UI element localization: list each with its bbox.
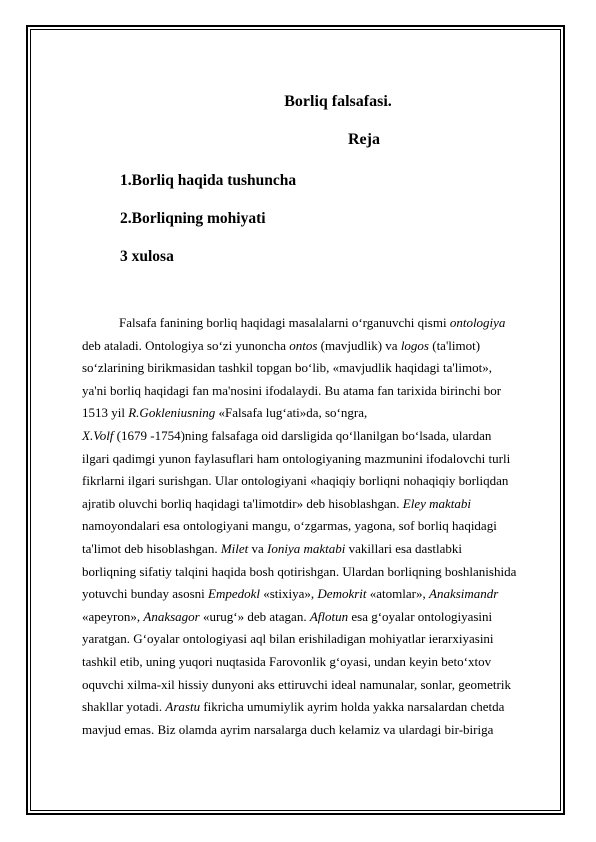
text-run: fikrlarni ilgari surishgan. Ular ontologiyani «haqiqiy borliqni nohaqiqiy borliqdan [82, 473, 509, 489]
text-line [82, 493, 512, 516]
text-line [82, 696, 512, 719]
italic-term: Eley maktabi [402, 495, 472, 511]
text-line [82, 674, 512, 697]
plan-item-3: 3 xulosa [120, 248, 174, 265]
text-line [82, 335, 512, 358]
text-run: borliqning sifatiy talqini haqida bosh qotirishgan. Ulardan borliqning boshlanishida [82, 563, 517, 579]
italic-term: Arastu [165, 699, 201, 715]
document-title: Borliq falsafasi. [284, 93, 392, 110]
text-line [82, 719, 512, 742]
text-run: va [248, 540, 268, 556]
text-line [82, 606, 512, 629]
text-run: namoyondalari esa ontologiyani mangu, o‘zgarmas, yagona, sof borliq haqidagi [82, 518, 497, 534]
plan-item-1: 1.Borliq haqida tushuncha [120, 172, 297, 189]
text-run: (1679 -1754)ning falsafaga oid darsligida qo‘llanilgan bo‘lsada, ulardan [113, 427, 492, 443]
text-run: ajratib oluvchi borliq haqidagi ta'limotdir» deb hisoblashgan. [82, 495, 403, 511]
text-run: «stixiya», [260, 586, 318, 602]
text-run: yaratgan. G‘oyalar ontologiyasi aql bilan erishiladigan mohiyatlar ierarxiyasini [82, 631, 494, 647]
text-run: so‘zlarining birikmasidan tashkil topgan bo‘lib, «mavjudlik haqidagi ta'limot», [82, 360, 492, 376]
text-line [82, 538, 512, 561]
text-run: mavjud emas. Biz olamda ayrim narsalarga duch kelamiz va ulardagi bir-biriga [82, 721, 494, 737]
text-run: fikricha umumiylik ayrim holda yakka narsalardan chetda [200, 699, 505, 715]
text-run: tashkil etib, uning yuqori nuqtasida Farovonlik g‘oyasi, undan keyin beto‘xtov [82, 653, 492, 669]
text-run: «Falsafa lug‘ati»da, so‘ngra, [215, 405, 368, 421]
text-line [82, 425, 512, 448]
italic-term: Anaksimandr [429, 586, 499, 602]
text-line [82, 402, 512, 425]
text-run: «urug‘» deb atagan. [199, 608, 310, 624]
italic-term: Milet [220, 540, 249, 556]
text-line [82, 448, 512, 471]
text-run: ta'limot deb hisoblashgan. [82, 540, 221, 556]
italic-term: Ioniya maktabi [267, 540, 346, 556]
text-run: esa g‘oyalar ontologiyasini [348, 608, 493, 624]
italic-term: Demokrit [317, 586, 367, 602]
italic-term: Aflotun [309, 608, 349, 624]
plan-item-2: 2.Borliqning mohiyati [120, 210, 266, 227]
text-run: «apeyron», [82, 608, 144, 624]
italic-term: Anaksagor [143, 608, 200, 624]
text-line [82, 651, 512, 674]
text-run: «atomlar», [366, 586, 429, 602]
text-run: yotuvchi bunday asosni [82, 586, 209, 602]
text-run: vakillari esa dastlabki [345, 540, 462, 556]
text-run: oquvchi xilma-xil hissiy dunyoni aks ettiruvchi ideal namunalar, sonlar, geometrik [82, 676, 511, 692]
italic-term: logos [400, 337, 429, 353]
text-run: shakllar yotadi. [82, 699, 166, 715]
text-run: ya'ni borliq haqidagi fan ma'nosini ifodalaydi. Bu atama fan tarixida birinchi bor [82, 382, 502, 398]
text-run: deb ataladi. Ontologiya so‘zi yunoncha [82, 337, 290, 353]
italic-term: ontologiya [449, 315, 506, 330]
italic-term: R.Gokleniusning [128, 405, 216, 421]
text-run: (ta'limot) [428, 337, 481, 353]
body-paragraph [82, 312, 517, 741]
text-line [82, 470, 512, 493]
text-line [82, 312, 512, 335]
text-run: Falsafa fanining borliq haqidagi masalalarni o‘rganuvchi qismi [119, 315, 450, 330]
italic-term: X.Volf [82, 427, 114, 443]
text-line [82, 357, 512, 380]
document-subtitle: Reja [348, 131, 380, 148]
text-run: 1513 yil [82, 405, 129, 421]
text-line [82, 515, 512, 538]
text-run: ilgari qadimgi yunon faylasuflari ham ontologiyaning mazmunini ifodalovchi turli [82, 450, 511, 466]
italic-term: ontos [289, 337, 318, 353]
text-line [82, 380, 512, 403]
text-line [82, 628, 512, 651]
italic-term: Empedokl [208, 586, 260, 602]
text-line [82, 561, 517, 584]
text-line [82, 583, 512, 606]
text-run: (mavjudlik) va [317, 337, 401, 353]
